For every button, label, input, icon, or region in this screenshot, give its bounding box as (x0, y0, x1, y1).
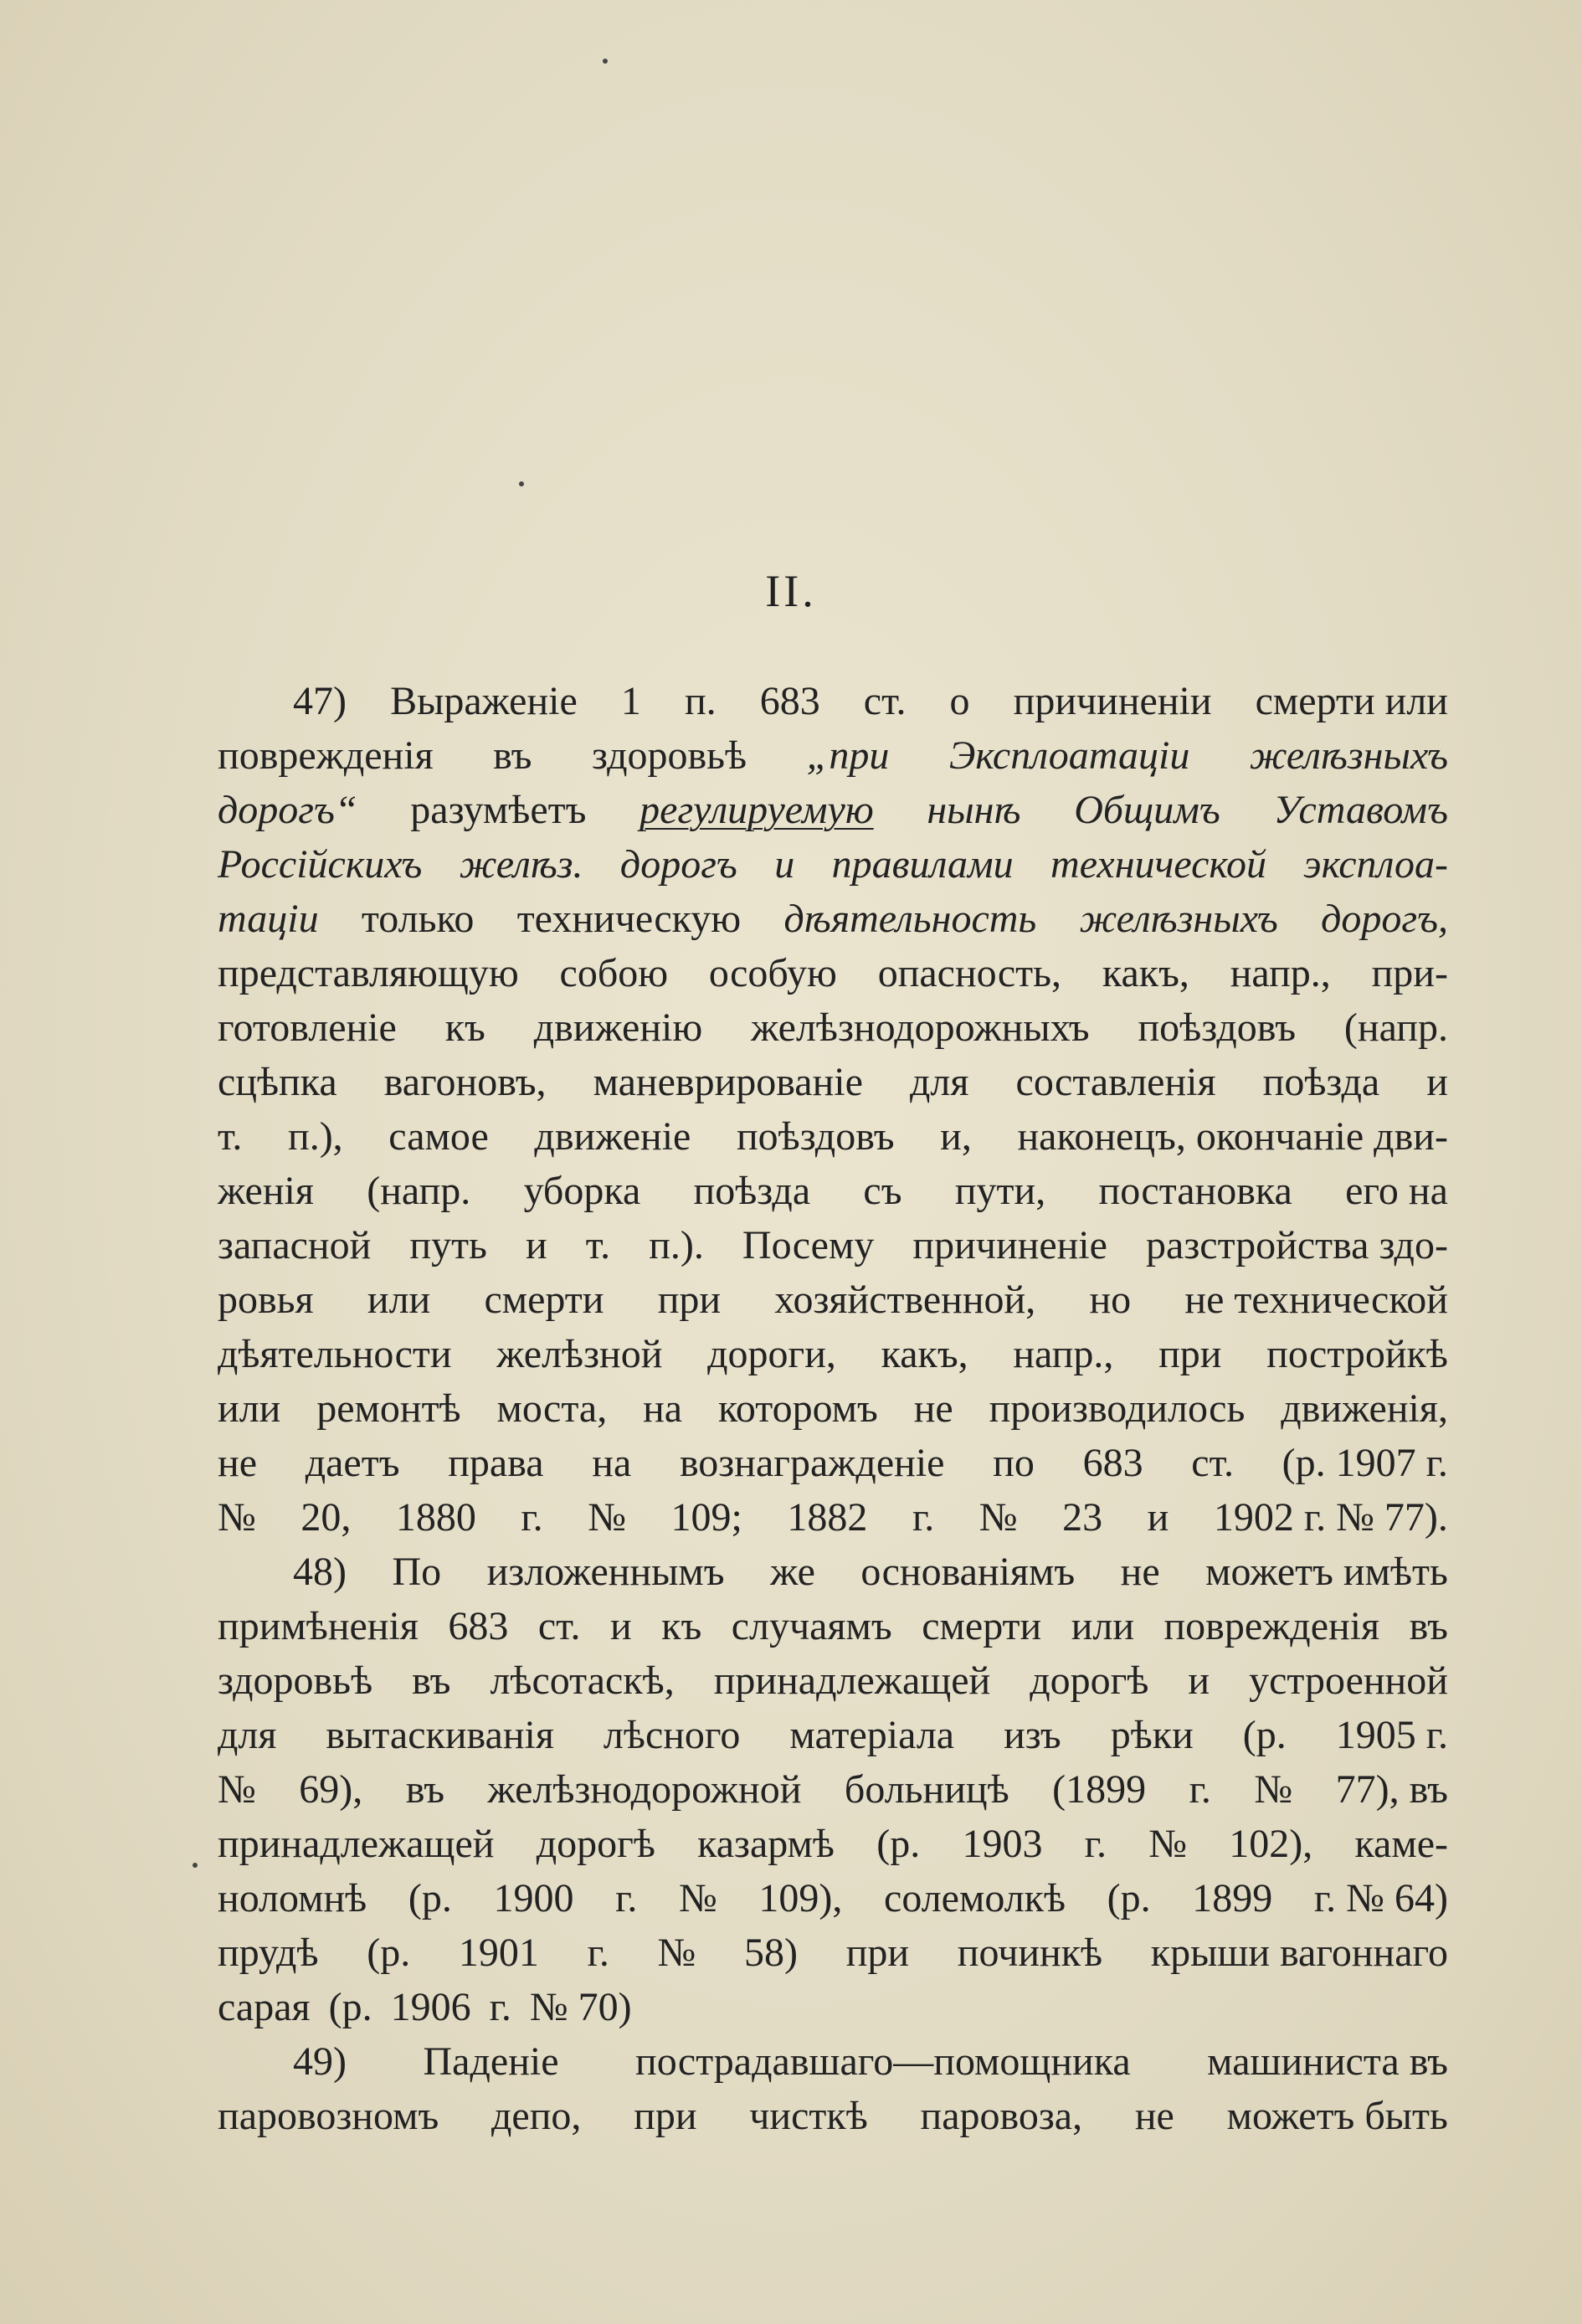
text-line (218, 2089, 1448, 2143)
word: 1880 (395, 1495, 476, 1540)
word: примѣненія (218, 1604, 419, 1648)
word: не (218, 1441, 257, 1485)
word: 20, (300, 1495, 352, 1540)
word: права (448, 1441, 544, 1485)
word: для (218, 1713, 277, 1757)
word: и (1147, 1495, 1169, 1540)
word: Паденіе (423, 2039, 559, 2084)
word: въ (412, 1658, 451, 1703)
text-line (218, 1817, 1448, 1871)
word: производилось (989, 1386, 1246, 1431)
word: съ (863, 1169, 902, 1213)
text-line (218, 2034, 1448, 2089)
word: не (1120, 1550, 1160, 1594)
word: къ (444, 1005, 485, 1050)
word: технической (1050, 842, 1266, 887)
word: 683 (1082, 1441, 1143, 1485)
word: № (218, 1495, 256, 1540)
text-line (218, 892, 1448, 946)
word: дорогъ, (1321, 897, 1448, 941)
word: желѣзнодорожной (487, 1767, 802, 1812)
word: готовленіе (218, 1005, 397, 1050)
word: къ (661, 1604, 702, 1648)
text-line (218, 1980, 1448, 2034)
word: (р. (1242, 1713, 1287, 1757)
word: г. (521, 1495, 543, 1540)
word: въ (493, 733, 532, 778)
word: опасность, (877, 951, 1062, 995)
word: Общимъ (1074, 788, 1220, 832)
word: и (1188, 1658, 1210, 1703)
word: г. (1084, 1822, 1107, 1866)
text-line (218, 1708, 1448, 1762)
word: поѣздовъ (1138, 1005, 1297, 1050)
word: (р. (408, 1876, 452, 1920)
word: г. (587, 1931, 609, 1975)
speck (519, 481, 524, 486)
word: 48) (293, 1550, 347, 1594)
word: дѣятельности (218, 1332, 452, 1376)
word: поврежденія (1163, 1604, 1380, 1648)
text-line (218, 1273, 1448, 1327)
word: 109), (758, 1876, 843, 1920)
text-line (218, 1000, 1448, 1055)
word: но (1089, 1278, 1132, 1322)
word: постановка (1098, 1169, 1292, 1213)
word: больницѣ (844, 1767, 1009, 1812)
word: 109; (670, 1495, 742, 1540)
word: 58) (744, 1931, 798, 1975)
word: г. (489, 1985, 511, 2029)
word: паровоза, (920, 2094, 1083, 2138)
word: дорогѣ (1030, 1658, 1149, 1703)
word: 683 (448, 1604, 509, 1648)
word: машиниста въ (1207, 2039, 1448, 2084)
word: регулируемую (639, 788, 874, 832)
word: (напр. (1343, 1005, 1448, 1050)
word: Эксплоатаціи (948, 733, 1190, 778)
word: 1905 г. (1335, 1713, 1448, 1757)
word: каме- (1354, 1822, 1448, 1866)
word: или (218, 1386, 281, 1431)
word: поѣзда (1262, 1060, 1380, 1104)
word: (1899 (1052, 1767, 1147, 1812)
text-line (218, 1926, 1448, 1980)
word: собою (559, 951, 669, 995)
text-line (218, 1653, 1448, 1708)
word: эксплоа- (1303, 842, 1448, 887)
text-line (218, 1327, 1448, 1381)
text-line (218, 728, 1448, 783)
word: крыши вагоннаго (1150, 1931, 1448, 1975)
word: ст. (1191, 1441, 1234, 1485)
word: 1899 (1192, 1876, 1273, 1920)
word: (р. (876, 1822, 921, 1866)
word: солемолкѣ (884, 1876, 1066, 1920)
word: Уставомъ (1273, 788, 1448, 832)
word: ремонтѣ (316, 1386, 461, 1431)
body-text (218, 674, 1448, 2143)
word: ноломнѣ (218, 1876, 367, 1920)
word: дорогѣ (536, 1822, 655, 1866)
word: какъ, (881, 1332, 968, 1376)
word: правилами (831, 842, 1014, 887)
word: дороги, (707, 1332, 836, 1376)
word: при (845, 1931, 910, 1975)
word: п.). (649, 1223, 704, 1267)
word: техническую (516, 897, 742, 941)
word: поврежденія (218, 733, 434, 778)
word: дорогъ (619, 842, 737, 887)
word: вознагражденіе (679, 1441, 945, 1485)
word: прудѣ (218, 1931, 319, 1975)
word: депо, (491, 2094, 582, 2138)
text-line (218, 1545, 1448, 1599)
word: 1900 (493, 1876, 574, 1920)
word: не (913, 1386, 953, 1431)
word: 1 (620, 679, 641, 723)
word: „при (806, 733, 890, 778)
word: смерти (922, 1604, 1042, 1648)
word: (р. (328, 1985, 372, 2029)
word: 69), (299, 1767, 363, 1812)
word: желѣз. (459, 842, 583, 887)
word: ст. (537, 1604, 581, 1648)
word: т. (585, 1223, 611, 1267)
text-line (218, 783, 1448, 837)
word: Выраженіе (390, 679, 578, 723)
word: № (218, 1767, 256, 1812)
text-line (218, 1381, 1448, 1436)
word: г. (1189, 1767, 1211, 1812)
word: причиненіи (1013, 679, 1212, 723)
word: не (1134, 2094, 1174, 2138)
word: или (1071, 1604, 1135, 1648)
speck (193, 1863, 198, 1868)
word: наконецъ, окончаніе дви- (1017, 1114, 1448, 1159)
word: сцѣпка (218, 1060, 337, 1104)
word: движенію (533, 1005, 703, 1050)
word: лѣсного (603, 1713, 741, 1757)
word: 1901 (458, 1931, 539, 1975)
word: дорогъ“ (218, 788, 357, 832)
word: случаямъ (731, 1604, 892, 1648)
word: вагоновъ, (383, 1060, 547, 1104)
word: 1882 (787, 1495, 868, 1540)
text-line (218, 1055, 1448, 1109)
text-line (218, 837, 1448, 892)
word: № (588, 1495, 626, 1540)
word: самое (388, 1114, 489, 1159)
word: п.), (288, 1114, 343, 1159)
word: п. (684, 679, 717, 723)
word: 47) (293, 679, 347, 723)
word: принадлежащей (713, 1658, 991, 1703)
word: поѣздовъ (736, 1114, 895, 1159)
word: № 70) (529, 1985, 632, 2029)
word: (напр. (367, 1169, 471, 1213)
word: нынѣ (927, 788, 1021, 832)
word: можетъ имѣть (1205, 1550, 1448, 1594)
word: таціи (218, 897, 319, 941)
word: лѣсотаскѣ, (490, 1658, 675, 1703)
word: (р. (367, 1931, 411, 1975)
word: смерти или (1255, 679, 1448, 723)
word: можетъ быть (1226, 2094, 1448, 2138)
word: № (978, 1495, 1018, 1540)
word: сарая (218, 1985, 311, 2029)
word: движенія, (1281, 1386, 1448, 1431)
word: дѣятельность (783, 897, 1037, 941)
word: по (993, 1441, 1035, 1485)
word: здоровьѣ (591, 733, 747, 778)
word: движеніе (534, 1114, 691, 1159)
word: на (592, 1441, 632, 1485)
word: путь (409, 1223, 487, 1267)
word: при- (1371, 951, 1448, 995)
word: № (1148, 1822, 1187, 1866)
word: 1902 г. № 77). (1213, 1495, 1448, 1540)
word: паровозномъ (218, 2094, 439, 2138)
word: запасной (218, 1223, 372, 1267)
word: которомъ (717, 1386, 878, 1431)
word: поѣзда (693, 1169, 811, 1213)
word: уборка (523, 1169, 641, 1213)
word: разумѣетъ (410, 788, 587, 832)
word: и (609, 1604, 632, 1648)
word: пострадавшаго—помощника (635, 2039, 1131, 2084)
word: желѣзныхъ (1079, 897, 1278, 941)
text-line (218, 1599, 1448, 1653)
word: о (949, 679, 970, 723)
word: принадлежащей (218, 1822, 495, 1866)
word: и (1426, 1060, 1448, 1104)
text-line (218, 1109, 1448, 1164)
word: и (526, 1223, 547, 1267)
word: (р. 1907 г. (1282, 1441, 1448, 1485)
word: разстройства здо- (1146, 1223, 1448, 1267)
word: постройкѣ (1266, 1332, 1448, 1376)
section-heading: II. (765, 566, 817, 616)
text-line (218, 946, 1448, 1000)
word: 683 (759, 679, 820, 723)
word: и (774, 842, 795, 887)
word: же (770, 1550, 815, 1594)
word: 23 (1062, 1495, 1103, 1540)
word: чисткѣ (749, 2094, 868, 2138)
word: хозяйственной, (774, 1278, 1036, 1322)
speck (603, 59, 608, 64)
word: казармѣ (697, 1822, 835, 1866)
word: какъ, (1102, 951, 1189, 995)
word: желѣзнодорожныхъ (751, 1005, 1090, 1050)
text-line (218, 1762, 1448, 1817)
word: г. (615, 1876, 638, 1920)
word: не технической (1184, 1278, 1448, 1322)
word: даетъ (305, 1441, 400, 1485)
text-line (218, 1436, 1448, 1490)
text-line (218, 1871, 1448, 1926)
word: № (678, 1876, 717, 1920)
word: для (910, 1060, 969, 1104)
word: пути, (954, 1169, 1046, 1213)
word: напр., (1013, 1332, 1114, 1376)
word: и, (940, 1114, 972, 1159)
word: 49) (293, 2039, 347, 2084)
word: 1903 (962, 1822, 1043, 1866)
word: представляющую (218, 951, 519, 995)
word: вытаскиванія (326, 1713, 554, 1757)
word: на (643, 1386, 683, 1431)
word: основаніямъ (860, 1550, 1076, 1594)
text-line (218, 674, 1448, 728)
word: маневрированіе (593, 1060, 863, 1104)
word: изъ (1004, 1713, 1061, 1757)
word: составленія (1015, 1060, 1216, 1104)
word: здоровьѣ (218, 1658, 373, 1703)
word: 102), (1229, 1822, 1313, 1866)
word: № (1254, 1767, 1293, 1812)
word: женія (218, 1169, 314, 1213)
word: Россійскихъ (218, 842, 423, 887)
word: г. № 64) (1313, 1876, 1448, 1920)
word: при (657, 1278, 722, 1322)
word: ст. (863, 679, 907, 723)
word: (р. (1107, 1876, 1151, 1920)
text-line (218, 1218, 1448, 1273)
word: По (392, 1550, 442, 1594)
word: матеріала (789, 1713, 955, 1757)
word: только (361, 897, 475, 941)
word: Посему (742, 1223, 875, 1267)
word: т. (218, 1114, 243, 1159)
text-line (218, 1490, 1448, 1545)
word: рѣки (1110, 1713, 1194, 1757)
word: 1906 (390, 1985, 471, 2029)
word: напр., (1230, 951, 1331, 995)
text-line (218, 1164, 1448, 1218)
word: его на (1345, 1169, 1448, 1213)
word: 77), въ (1335, 1767, 1448, 1812)
word: ровья (218, 1278, 314, 1322)
word: изложеннымъ (486, 1550, 725, 1594)
word: въ (405, 1767, 445, 1812)
word: устроенной (1249, 1658, 1448, 1703)
word: г. (912, 1495, 935, 1540)
word: въ (1409, 1604, 1448, 1648)
word: моста, (496, 1386, 608, 1431)
word: при (1158, 1332, 1222, 1376)
word: желѣзной (496, 1332, 663, 1376)
word: при (634, 2094, 697, 2138)
word: желѣзныхъ (1249, 733, 1448, 778)
word: причиненіе (912, 1223, 1107, 1267)
word: особую (708, 951, 837, 995)
word: починкѣ (957, 1931, 1103, 1975)
word: смерти (484, 1278, 604, 1322)
word: № (657, 1931, 696, 1975)
word: или (367, 1278, 431, 1322)
